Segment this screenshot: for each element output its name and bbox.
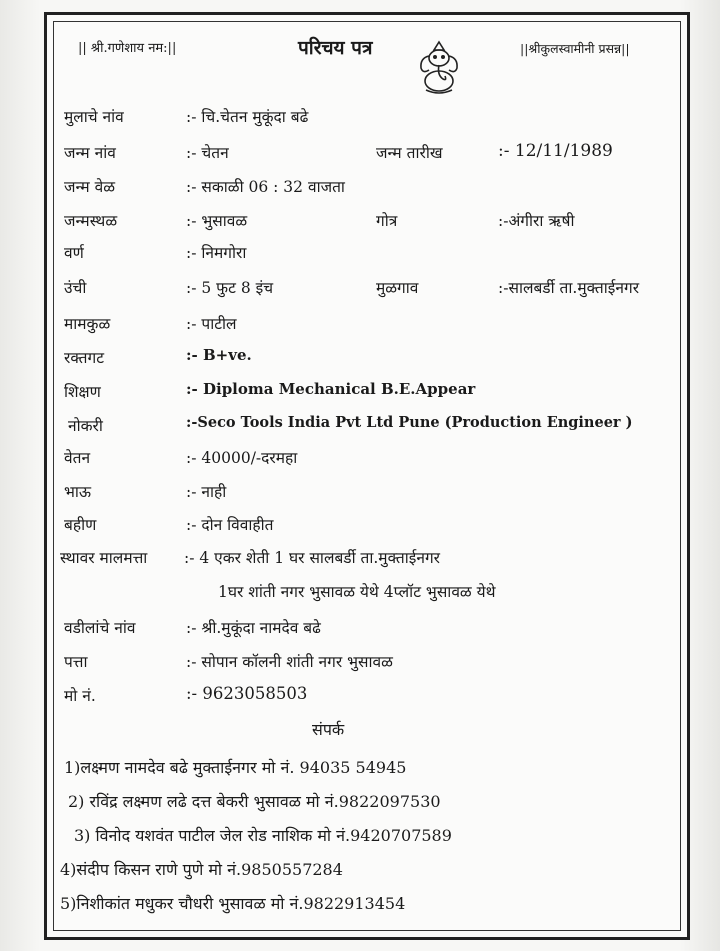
field-label: जन्म वेळ bbox=[64, 178, 116, 196]
field-label: उंची bbox=[64, 279, 87, 297]
field-value: :- नाही bbox=[186, 483, 227, 501]
field-label: शिक्षण bbox=[64, 383, 101, 401]
field-label: पत्ता bbox=[64, 653, 88, 671]
field-value: :-अंगीरा ऋषी bbox=[498, 212, 575, 230]
page-title: परिचय पत्र bbox=[298, 37, 373, 59]
field-value: :- चि.चेतन मुकूंदा बढे bbox=[186, 108, 309, 126]
field-label: मुलाचे नांव bbox=[64, 108, 124, 126]
field-value: :-Seco Tools India Pvt Ltd Pune (Production Engineer ) bbox=[186, 414, 633, 431]
field-label: रक्तगट bbox=[64, 349, 105, 367]
ganesha-icon bbox=[414, 38, 464, 96]
field-value: :- 9623058503 bbox=[186, 684, 308, 703]
field-value: :- पाटील bbox=[186, 315, 237, 333]
field-value: :- 4 एकर शेती 1 घर सालबर्डी ता.मुक्ताईनगर bbox=[184, 549, 441, 567]
field-value: :- भुसावळ bbox=[186, 212, 248, 230]
field-value: :-सालबर्डी ता.मुक्ताईनगर bbox=[498, 279, 640, 297]
field-label: स्थावर मालमत्ता bbox=[60, 549, 148, 567]
field-label: वडीलांचे नांव bbox=[64, 619, 136, 637]
field-label: मुळगाव bbox=[376, 279, 419, 297]
contacts-heading: संपर्क bbox=[312, 720, 345, 739]
field-value: :- दोन विवाहीत bbox=[186, 516, 274, 534]
field-label: गोत्र bbox=[376, 212, 398, 230]
contact-item: 1)लक्ष्मण नामदेव बढे मुक्ताईनगर मो नं. 94035 54945 bbox=[64, 758, 407, 777]
header-invocation-right: ||श्रीकुलस्वामीनी प्रसन्न|| bbox=[520, 41, 630, 56]
field-value: 1घर शांती नगर भुसावळ येथे 4प्लॉट भुसावळ येथे bbox=[218, 583, 496, 601]
field-value: :- चेतन bbox=[186, 144, 229, 162]
field-label: वर्ण bbox=[64, 244, 84, 262]
field-value: :- श्री.मुकूंदा नामदेव बढे bbox=[186, 619, 321, 637]
field-label: बहीण bbox=[64, 516, 97, 534]
header-invocation-left: || श्री.गणेशाय नम:|| bbox=[78, 41, 177, 56]
field-label: जन्म नांव bbox=[64, 144, 116, 162]
field-value: :- B+ve. bbox=[186, 346, 252, 364]
field-value: :- निमगोरा bbox=[186, 244, 247, 262]
contact-item: 4)संदीप किसन राणे पुणे मो नं.9850557284 bbox=[60, 860, 343, 879]
field-label: जन्म तारीख bbox=[376, 144, 443, 162]
contact-item: 2) रविंद्र लक्ष्मण लढे दत्त बेकरी भुसावळ मो नं.9822097530 bbox=[68, 792, 441, 811]
field-label: जन्मस्थळ bbox=[64, 212, 118, 230]
field-value: :- सकाळी 06 : 32 वाजता bbox=[186, 178, 345, 196]
field-value: :- सोपान कॉलनी शांती नगर भुसावळ bbox=[186, 653, 393, 671]
field-label: वेतन bbox=[64, 449, 91, 467]
field-label: मामकुळ bbox=[64, 315, 111, 333]
contact-item: 3) विनोद यशवंत पाटील जेल रोड नाशिक मो नं.9420707589 bbox=[74, 826, 452, 845]
field-value: :- 40000/-दरमहा bbox=[186, 449, 298, 467]
field-label: नोकरी bbox=[68, 417, 103, 435]
field-value: :- 12/11/1989 bbox=[498, 141, 613, 161]
contact-item: 5)निशीकांत मधुकर चौधरी भुसावळ मो नं.9822913454 bbox=[60, 894, 406, 913]
field-value: :- 5 फुट 8 इंच bbox=[186, 279, 274, 297]
field-label: मो नं. bbox=[64, 687, 96, 705]
field-label: भाऊ bbox=[64, 483, 92, 501]
field-value: :- Diploma Mechanical B.E.Appear bbox=[186, 380, 476, 398]
